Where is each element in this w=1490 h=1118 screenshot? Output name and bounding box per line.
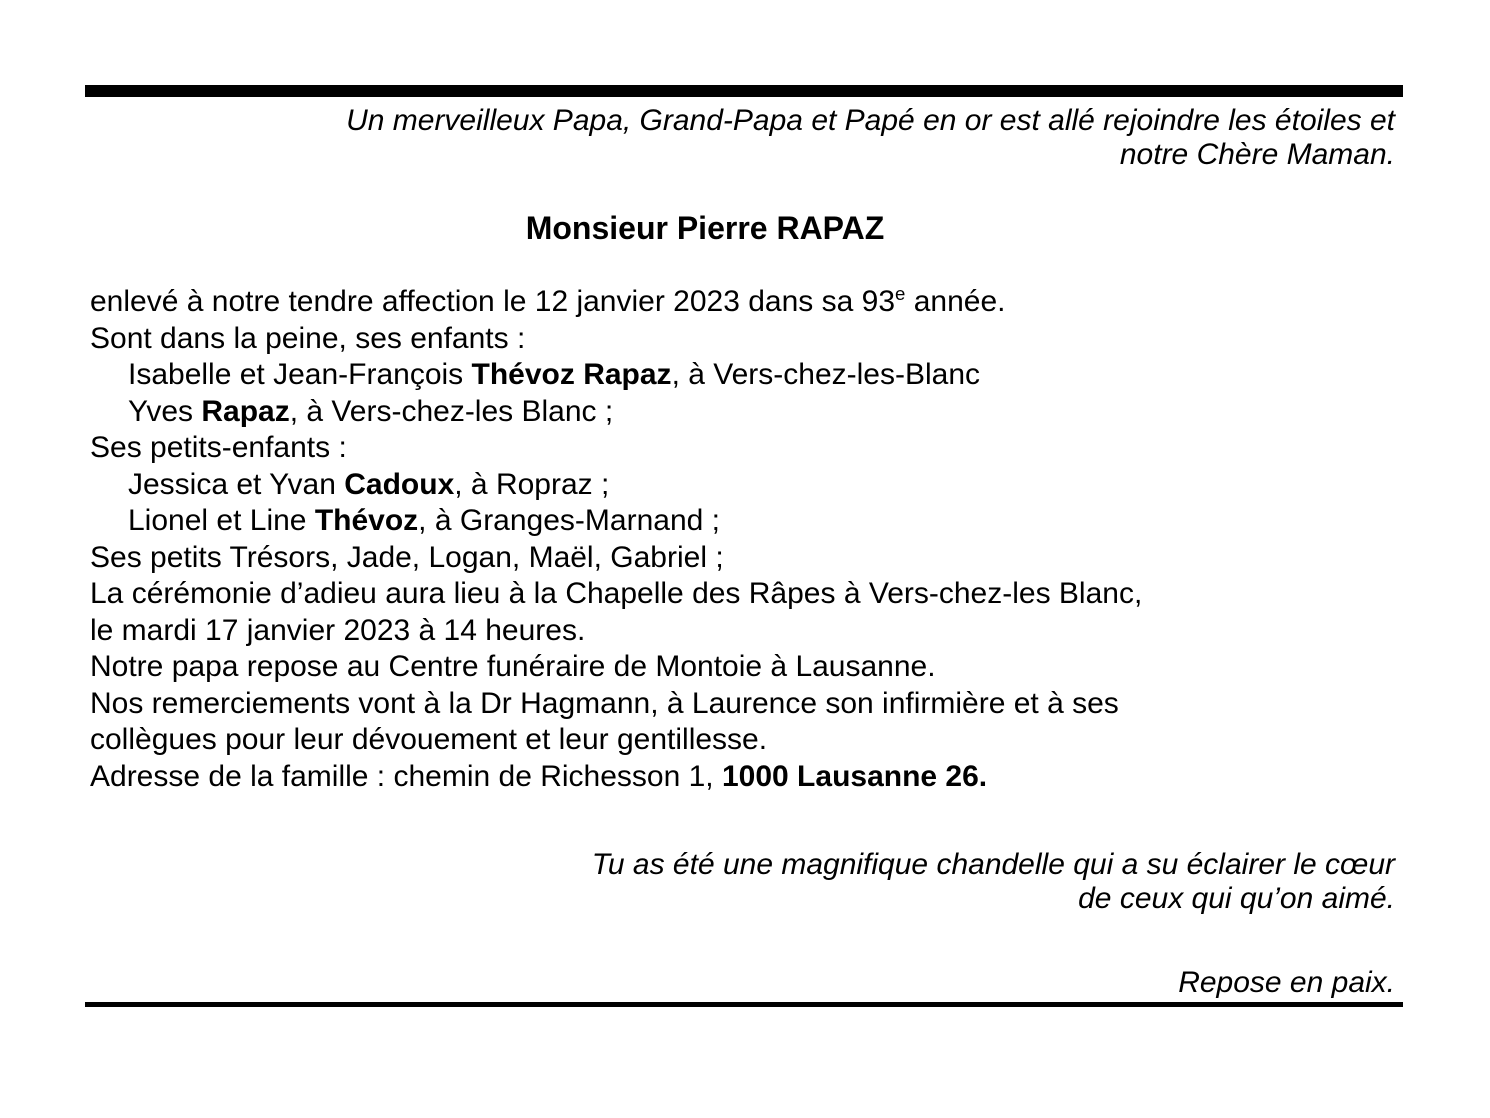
epigraph-line: Un merveilleux Papa, Grand-Papa et Papé en or est allé rejoindre les étoiles et [346,104,1395,137]
body-segment-bold: Thévoz Rapaz [471,358,672,391]
body-segment: , à Vers-chez-les-Blanc [671,358,981,391]
body-segment: , à Granges-Marnand ; [418,504,720,537]
body-segment: année. [905,285,1006,318]
deceased-name-title: Monsieur Pierre RAPAZ [525,210,885,246]
body-segment: Isabelle et Jean-François [128,358,472,391]
body-line [90,321,1405,358]
body-segment: Jessica et Yvan [128,467,345,501]
body-line [90,284,1405,321]
body-segment: enlevé à notre tendre affection le 12 janvier 2023 dans sa 93 [90,285,896,318]
body-segment: Ses petits-enfants : [90,431,347,464]
body-line [90,430,1405,467]
body-line [90,467,1405,504]
body-line [90,503,1405,540]
body-line [90,722,1405,759]
body-segment-bold: 1000 Lausanne 26. [721,759,988,793]
top-divider-rule [85,85,1403,97]
body-segment: , à Vers-chez-les Blanc ; [289,394,614,428]
body-line [90,576,1405,613]
body-segment-bold: Thévoz [314,504,419,537]
body-segment: e [895,283,906,304]
bottom-divider-rule [85,1002,1403,1007]
quote-line: Tu as été une magnifique chandelle qui a su éclairer le cœur [591,848,1395,881]
body-segment-bold: Rapaz [201,394,290,428]
quote-line: de ceux qui qu’on aimé. [1078,882,1395,915]
body-text [90,284,1405,795]
body-line [90,394,1405,431]
body-line [90,686,1405,723]
body-line [90,759,1405,796]
body-segment: La cérémonie d’adieu aura lieu à la Chapelle des Râpes à Vers-chez-les Blanc, [90,577,1143,610]
closing-quote [592,848,1395,916]
epigraph-line: notre Chère Maman. [1119,138,1395,171]
body-segment: Notre papa repose au Centre funéraire de Montoie à Lausanne. [90,650,936,683]
body-line [90,613,1405,650]
epigraph [85,104,1395,172]
body-segment: Sont dans la peine, ses enfants : [90,321,526,355]
body-segment-bold: Cadoux [344,467,455,501]
farewell-text: Repose en paix. [1178,966,1395,999]
body-line [90,357,1405,394]
body-segment: Adresse de la famille : chemin de Richesson 1, [90,759,722,793]
body-segment: le mardi 17 janvier 2023 à 14 heures. [90,613,586,647]
body-segment: Ses petits Trésors, Jade, Logan, Maël, Gabriel ; [90,540,724,574]
body-line [90,649,1405,686]
body-line [90,540,1405,577]
body-segment: , à Ropraz ; [454,467,610,501]
body-segment: collègues pour leur dévouement et leur gentillesse. [90,723,768,756]
body-segment: Nos remerciements vont à la Dr Hagmann, à Laurence son infirmière et à ses [90,686,1119,720]
body-segment: Lionel et Line [128,504,315,537]
body-segment: Yves [128,394,202,428]
